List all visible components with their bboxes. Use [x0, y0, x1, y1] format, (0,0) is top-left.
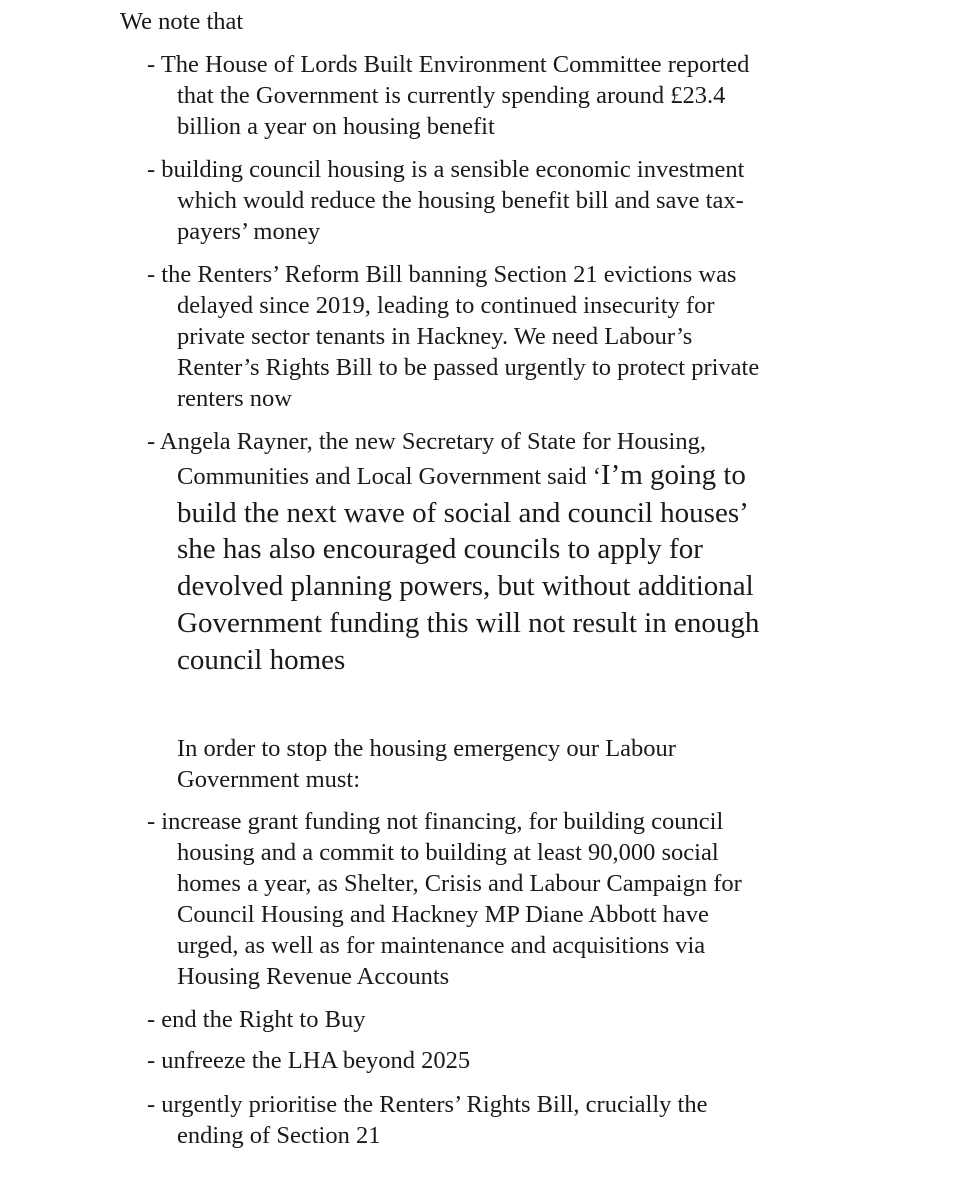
note-line: which would reduce the housing benefit bill and save tax-	[177, 187, 744, 214]
note-line-mixed	[177, 460, 746, 492]
demand-line: - increase grant funding not financing, for building council	[147, 808, 724, 835]
demand-line: ending of Section 21	[177, 1122, 381, 1149]
note-line: private sector tenants in Hackney. We need Labour’s	[177, 323, 693, 350]
intro-heading: We note that	[120, 8, 244, 35]
demand-line: - urgently prioritise the Renters’ Rights Bill, crucially the	[147, 1091, 708, 1118]
note-line: - The House of Lords Built Environment Committee reported	[147, 51, 750, 78]
note-line: renters now	[177, 385, 292, 412]
note-line-large: she has also encouraged councils to apply for	[177, 533, 703, 565]
demands-intro-line: In order to stop the housing emergency our Labour	[177, 735, 676, 762]
note-line-large-part: I’m going to	[600, 459, 746, 491]
note-line: Renter’s Rights Bill to be passed urgently to protect private	[177, 354, 760, 381]
note-line: delayed since 2019, leading to continued insecurity for	[177, 292, 715, 319]
note-line: payers’ money	[177, 218, 321, 245]
note-line-large: devolved planning powers, but without additional	[177, 570, 754, 602]
note-line: billion a year on housing benefit	[177, 113, 495, 140]
demand-line: Housing Revenue Accounts	[177, 963, 450, 990]
note-line: - Angela Rayner, the new Secretary of State for Housing,	[147, 428, 706, 455]
note-line-large: Government funding this will not result in enough	[177, 607, 760, 639]
note-line: - building council housing is a sensible economic investment	[147, 156, 745, 183]
demand-line: - end the Right to Buy	[147, 1006, 366, 1033]
note-line: - the Renters’ Reform Bill banning Section 21 evictions was	[147, 261, 737, 288]
demand-line: homes a year, as Shelter, Crisis and Labour Campaign for	[177, 870, 742, 897]
note-line-small-part: Communities and Local Government said ‘	[177, 463, 601, 490]
note-line-large: council homes	[177, 644, 346, 676]
note-line-large: build the next wave of social and council houses’	[177, 497, 749, 529]
demand-line: urged, as well as for maintenance and acquisitions via	[177, 932, 706, 959]
demand-line: Council Housing and Hackney MP Diane Abbott have	[177, 901, 709, 928]
demands-intro-line: Government must:	[177, 766, 361, 793]
demand-line: housing and a commit to building at least 90,000 social	[177, 839, 719, 866]
demand-line: - unfreeze the LHA beyond 2025	[147, 1047, 471, 1074]
note-line: that the Government is currently spending around £23.4	[177, 82, 726, 109]
